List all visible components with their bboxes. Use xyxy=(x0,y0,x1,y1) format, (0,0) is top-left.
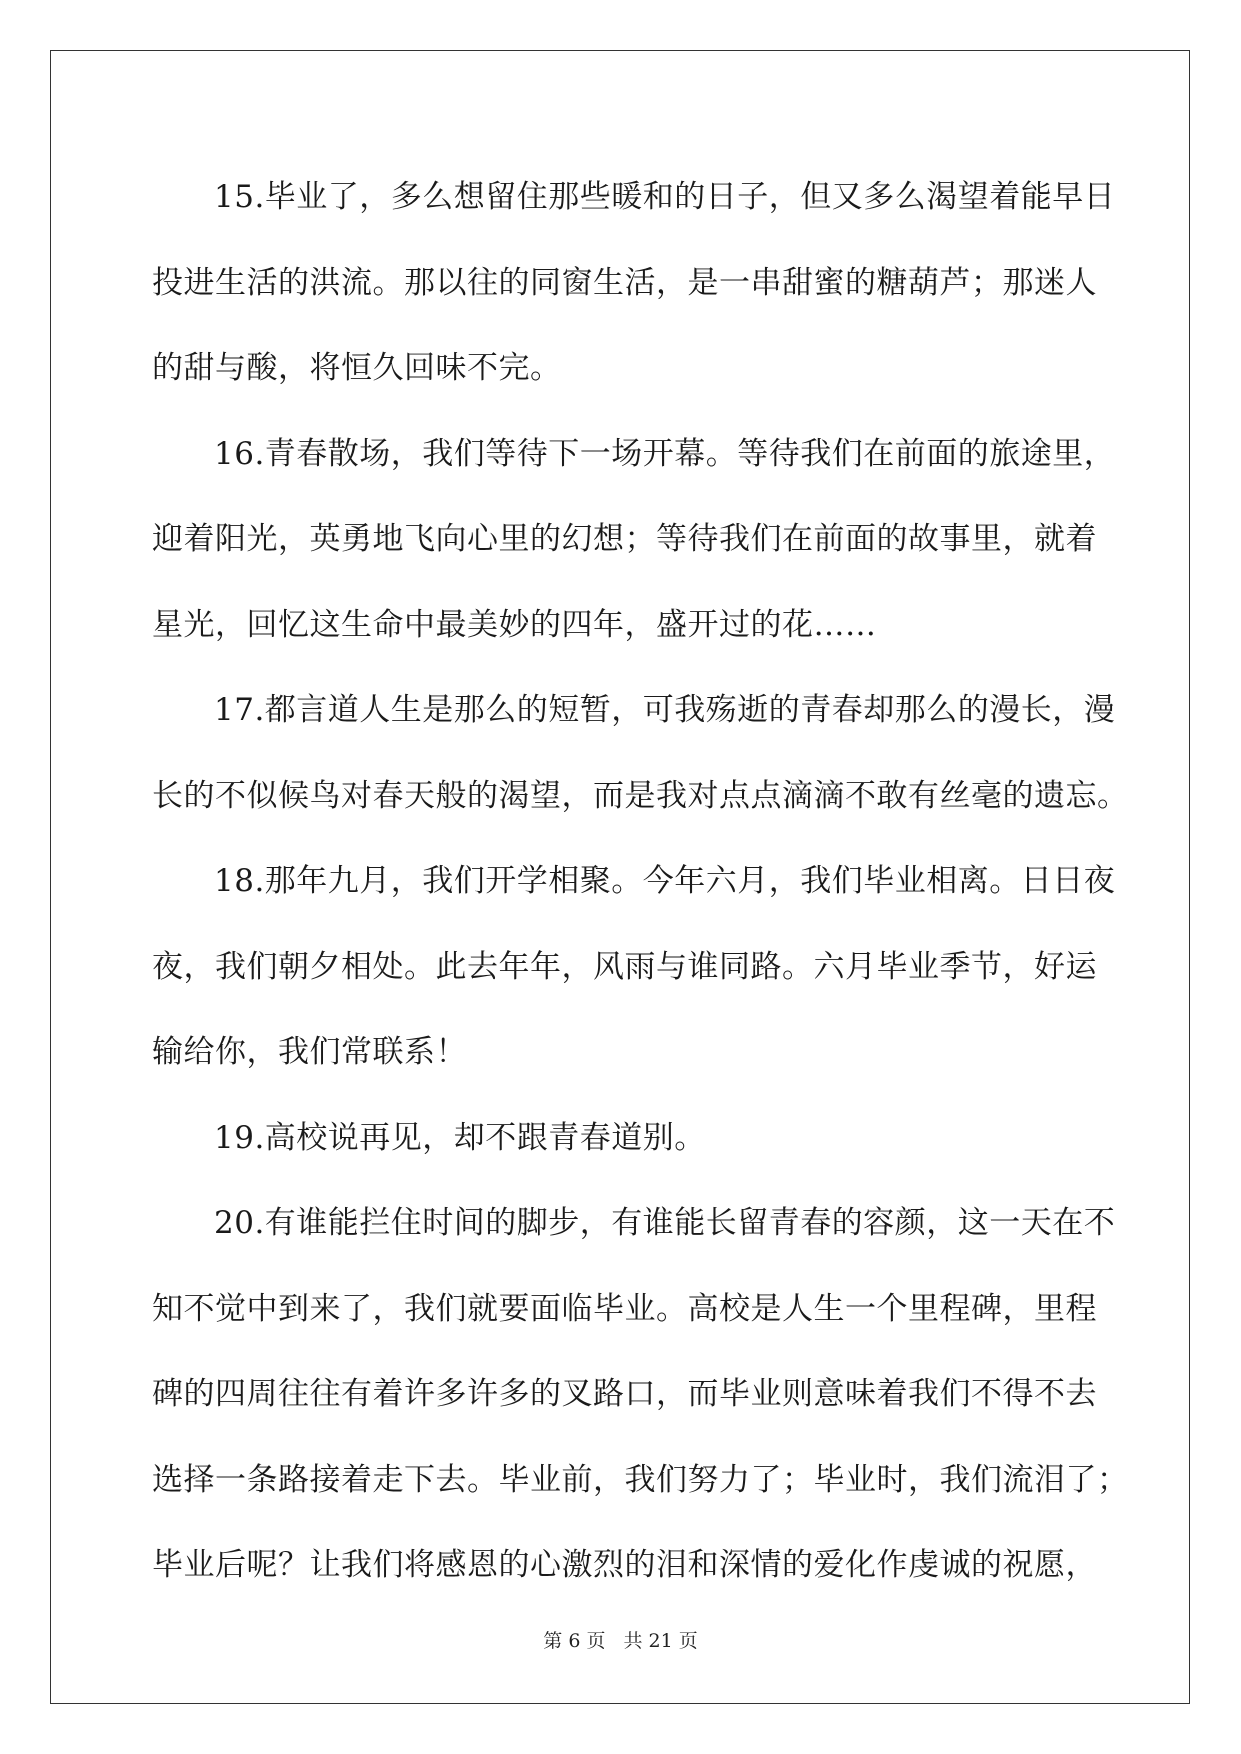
text-line: 20.有谁能拦住时间的脚步，有谁能长留青春的容颜，这一天在不 xyxy=(214,1205,1116,1241)
paragraph-16 xyxy=(152,412,1116,669)
text-line: 16.青春散场，我们等待下一场开幕。等待我们在前面的旅途里， xyxy=(214,435,1116,472)
text-line: 毕业后呢？让我们将感恩的心激烈的泪和深情的爱化作虔诚的祝愿， xyxy=(152,1547,1097,1583)
page-footer xyxy=(0,1626,1241,1653)
text-line: 19.高校说再见，却不跟青春道别。 xyxy=(214,1119,706,1156)
text-line: 投进生活的洪流。那以往的同窗生活，是一串甜蜜的糖葫芦；那迷人 xyxy=(152,264,1097,301)
text-line: 迎着阳光，英勇地飞向心里的幻想；等待我们在前面的故事里，就着 xyxy=(152,521,1097,557)
paragraph-17 xyxy=(152,668,1129,839)
text-line: 碑的四周往往有着许多许多的叉路口，而毕业则意味着我们不得不去 xyxy=(152,1376,1097,1412)
text-line: 18.那年九月，我们开学相聚。今年六月，我们毕业相离。日日夜 xyxy=(214,863,1116,899)
text-line: 17.都言道人生是那么的短暂，可我殇逝的青春却那么的漫长，漫 xyxy=(214,692,1116,728)
text-line: 输给你，我们常联系！ xyxy=(152,1034,467,1070)
text-line: 选择一条路接着走下去。毕业前，我们努力了；毕业时，我们流泪了； xyxy=(152,1461,1129,1498)
paragraph-20 xyxy=(152,1181,1129,1609)
page-total: 共 21 页 xyxy=(623,1630,698,1652)
paragraph-18 xyxy=(152,839,1116,1096)
text-line: 知不觉中到来了，我们就要面临毕业。高校是人生一个里程碑，里程 xyxy=(152,1290,1097,1327)
document-body xyxy=(152,155,1129,1609)
paragraph-15 xyxy=(152,155,1116,412)
text-line: 15.毕业了，多么想留住那些暖和的日子，但又多么渴望着能早日 xyxy=(214,179,1116,215)
text-line: 长的不似候鸟对春天般的渴望，而是我对点点滴滴不敢有丝毫的遗忘。 xyxy=(152,777,1129,814)
text-line: 星光，回忆这生命中最美妙的四年，盛开过的花…… xyxy=(152,606,877,643)
paragraph-19 xyxy=(152,1096,1092,1182)
page-number: 第 6 页 xyxy=(543,1630,606,1652)
text-line: 的甜与酸，将恒久回味不完。 xyxy=(152,350,562,386)
text-line: 夜，我们朝夕相处。此去年年，风雨与谁同路。六月毕业季节，好运 xyxy=(152,948,1097,985)
